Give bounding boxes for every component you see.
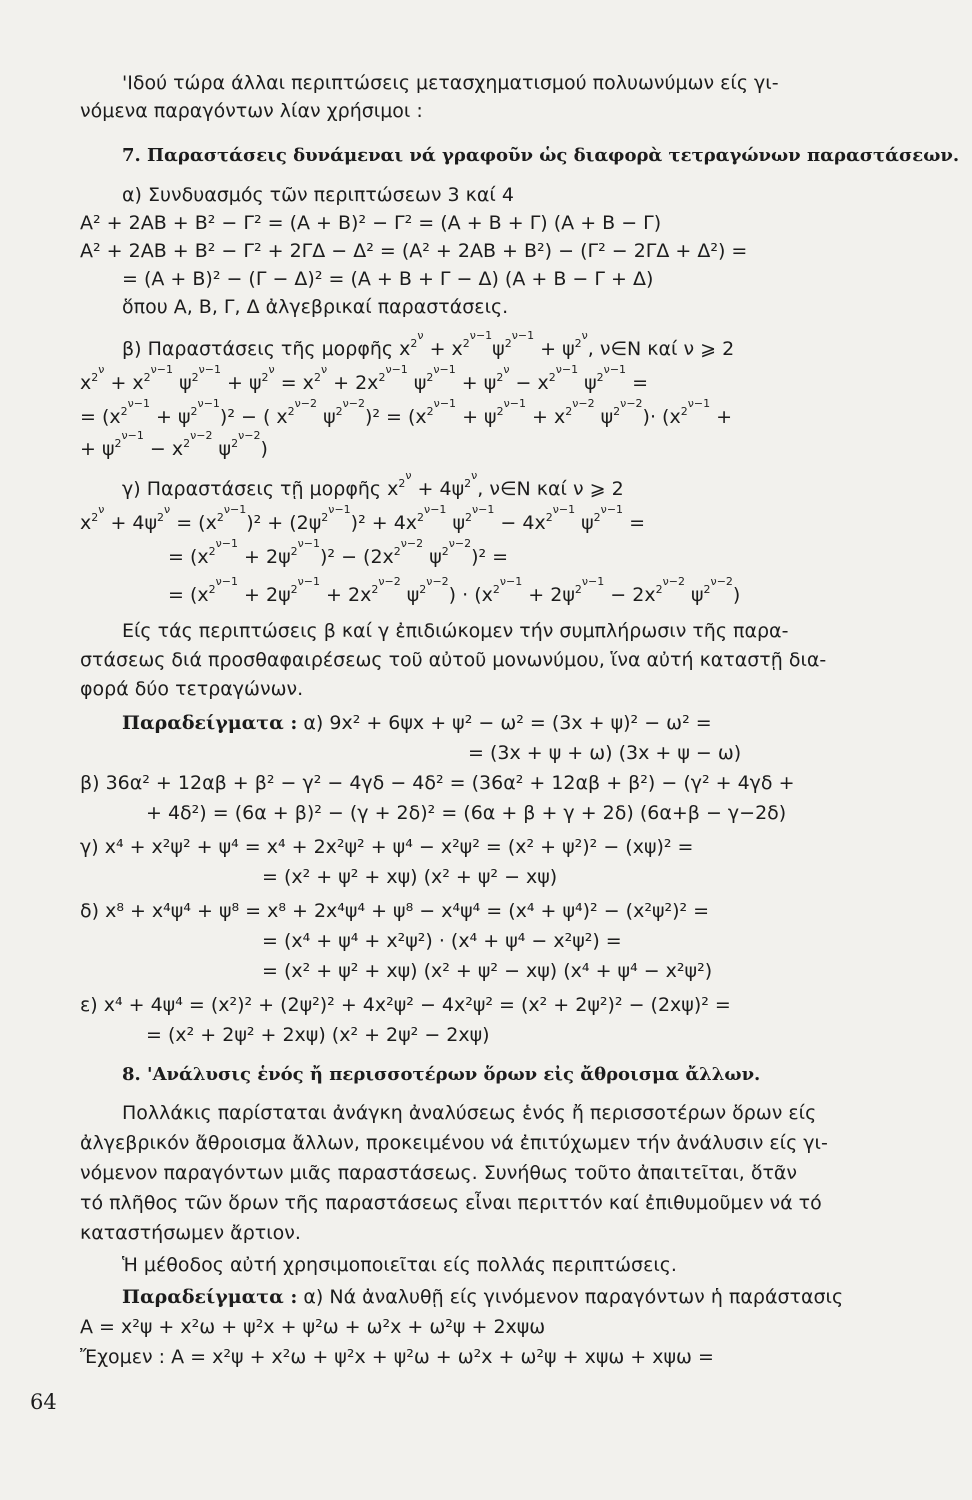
formula-line: δ) x⁸ + x⁴ψ⁴ + ψ⁸ = x⁸ + 2x⁴ψ⁴ + ψ⁸ − x⁴ψ⁴ = (x⁴ + ψ⁴)² − (x²ψ²)² = bbox=[80, 900, 710, 922]
formula-line: = (x² + 2ψ² + 2xψ) (x² + 2ψ² − 2xψ) bbox=[146, 1024, 490, 1046]
section-8-text-line: Πολλάκις παρίσταται ἀνάγκη ἀναλύσεως ἑνός ἤ περισσοτέρων ὅρων είς bbox=[122, 1102, 817, 1124]
examples-label: Παραδείγματα : bbox=[122, 712, 298, 734]
case-beta-heading: β) Παραστάσεις τῆς μορφῆς $x^{2^\nu} + x^{2^{\nu-1}}\psi^{2^{\nu-1}} + \psi^{2^\nu}$, ν∈Ν καί ν ⩾ 2 bbox=[122, 329, 735, 360]
formula-line: β) 36α² + 12αβ + β² − γ² − 4γδ − 4δ² = (36α² + 12αβ + β²) − (γ² + 4γδ + bbox=[80, 772, 795, 794]
remark-line-3: φορά δύο τετραγώνων. bbox=[80, 678, 304, 700]
formula-line: = (x⁴ + ψ⁴ + x²ψ²) · (x⁴ + ψ⁴ − x²ψ²) = bbox=[262, 930, 622, 952]
method-line: Ἡ μέθοδος αὐτή χρησιμοποιεῖται είς πολλάς περιπτώσεις. bbox=[122, 1254, 677, 1276]
formula-line: = ($x^{2^{\nu-1}} + 2\psi^{2^{\nu-1}} + 2x^{2^{\nu-2}}$ $\psi^{2^{\nu-2}}) \cdot (x^{2^{\nu-1}} + 2\psi^{2^{\nu-1}} - 2x^{2^{\nu-2}}$ $\psi^{2^{\nu-2}}$) bbox=[168, 575, 741, 606]
formula-line: = (3x + ψ + ω) (3x + ψ − ω) bbox=[468, 742, 742, 764]
formula-line: $x^{2^\nu} + 4\psi^{2^\nu} = (x^{2^{\nu-1}})^2 + (2\psi^{2^{\nu-1}})^2 + 4x^{2^{\nu-1}}$ $\psi^{2^{\nu-1}} - 4x^{2^{\nu-1}}$ $\psi^{2^{\nu-1}}$ = bbox=[80, 503, 646, 534]
formula-line: Ἔχομεν : Α = x²ψ + x²ω + ψ²x + ψ²ω + ω²x + ω²ψ + xψω + xψω = bbox=[80, 1346, 714, 1368]
formula-line: = $(x^{2^{\nu-1}} + \psi^{2^{\nu-1}})^2$ − ( $x^{2^{\nu-2}}$ $\psi^{2^{\nu-2}})^2 = (x^{2^{\nu-1}} + \psi^{2^{\nu-1}} + x^{2^{\nu-2}}$ $\psi^{2^{\nu-2}})\cdot (x^{2^{\nu-1}}$ + bbox=[80, 397, 733, 428]
formula-line: = (x² + ψ² + xψ) (x² + ψ² − xψ) bbox=[262, 866, 558, 888]
formula-line: = $(x^{2^{\nu-1}} + 2\psi^{2^{\nu-1}})^2 - (2x^{2^{\nu-2}}$ $\psi^{2^{\nu-2}})^2$ = bbox=[168, 537, 509, 568]
section-7-title: 7. Παραστάσεις δυνάμεναι νά γραφοῦν ὡς διαφορὰ τετραγώνων παραστάσεων. bbox=[122, 145, 960, 166]
formula-line: ε) x⁴ + 4ψ⁴ = (x²)² + (2ψ²)² + 4x²ψ² − 4x²ψ² = (x² + 2ψ²)² − (2xψ)² = bbox=[80, 994, 731, 1016]
formula-line: = (Α + Β)² − (Γ − Δ)² = (Α + Β + Γ − Δ) (Α + Β − Γ + Δ) bbox=[122, 268, 654, 290]
example-line: Παραδείγματα : α) Νά ἀναλυθῇ είς γινόμενον παραγόντων ἡ παράστασις bbox=[122, 1286, 844, 1308]
formula-line: Α = x²ψ + x²ω + ψ²x + ψ²ω + ω²x + ω²ψ + 2xψω bbox=[80, 1316, 546, 1338]
remark-line-2: στάσεως διά προσθαφαιρέσεως τοῦ αὐτοῦ μονωνύμου, ἵνα αὐτή καταστῇ δια- bbox=[80, 649, 827, 671]
formula-line: $x^{2^\nu} + x^{2^{\nu-1}}$ $\psi^{2^{\nu-1}} + \psi^{2^\nu} = x^{2^\nu} + 2x^{2^{\nu-1}}$ $\psi^{2^{\nu-1}} + \psi^{2^\nu} - x^{2^{\nu-1}}$ $\psi^{2^{\nu-1}}$ = bbox=[80, 363, 649, 394]
examples-label: Παραδείγματα : bbox=[122, 1286, 298, 1308]
intro-line-1: 'Ιδού τώρα άλλαι περιπτώσεις μετασχηματισμού πολυωνύμων είς γι- bbox=[122, 72, 779, 94]
example-line: Παραδείγματα : α) 9x² + 6ψx + ψ² − ω² = (3x + ψ)² − ω² = bbox=[122, 712, 712, 734]
section-8-text-line: νόμενον παραγόντων μιᾶς παραστάσεως. Συνήθως τοῦτο ἀπαιτεῖται, ὅτᾶν bbox=[80, 1162, 798, 1184]
formula-line: γ) x⁴ + x²ψ² + ψ⁴ = x⁴ + 2x²ψ² + ψ⁴ − x²ψ² = (x² + ψ²)² − (xψ)² = bbox=[80, 836, 694, 858]
formula-line: = (x² + ψ² + xψ) (x² + ψ² − xψ) (x⁴ + ψ⁴ − x²ψ²) bbox=[262, 960, 713, 982]
section-8-text-line: τό πλῆθος τῶν ὅρων τῆς παραστάσεως εἶναι περιττόν καί ἐπιθυμοῦμεν νά τό bbox=[80, 1192, 822, 1214]
section-8-title: 8. 'Ανάλυσις ἑνός ἤ περισσοτέρων ὅρων εἰς ἄθροισμα ἄλλων. bbox=[122, 1064, 761, 1085]
formula-line: + $\psi^{2^{\nu-1}} - x^{2^{\nu-2}}$ $\psi^{2^{\nu-2}}$) bbox=[80, 429, 268, 460]
formula-line: Α² + 2ΑΒ + Β² − Γ² + 2ΓΔ − Δ² = (Α² + 2ΑΒ + Β²) − (Γ² − 2ΓΔ + Δ²) = bbox=[80, 240, 748, 262]
case-gamma-heading: γ) Παραστάσεις τῇ μορφῆς $x^{2^\nu} + 4\psi^{2^\nu}$, ν∈Ν καί ν ⩾ 2 bbox=[122, 469, 624, 500]
section-8-text-line: καταστήσωμεν ἄρτιον. bbox=[80, 1222, 301, 1244]
intro-line-2: νόμενα παραγόντων λίαν χρήσιμοι : bbox=[80, 100, 423, 122]
remark-line-1: Είς τάς περιπτώσεις β καί γ ἐπιδιώκομεν τήν συμπλήρωσιν τῆς παρα- bbox=[122, 620, 789, 642]
formula-line: Α² + 2ΑΒ + Β² − Γ² = (Α + Β)² − Γ² = (Α + Β + Γ) (Α + Β − Γ) bbox=[80, 212, 662, 234]
page-number: 64 bbox=[30, 1390, 57, 1414]
where-line: ὅπου Α, Β, Γ, Δ ἀλγεβρικαί παραστάσεις. bbox=[122, 296, 509, 318]
formula-line: + 4δ²) = (6α + β)² − (γ + 2δ)² = (6α + β + γ + 2δ) (6α+β − γ−2δ) bbox=[146, 802, 787, 824]
section-8-text-line: ἀλγεβρικόν ἄθροισμα ἄλλων, προκειμένου νά ἐπιτύχωμεν τήν ἀνάλυσιν είς γι- bbox=[80, 1132, 828, 1154]
case-alpha-heading: α) Συνδυασμός τῶν περιπτώσεων 3 καί 4 bbox=[122, 184, 514, 206]
